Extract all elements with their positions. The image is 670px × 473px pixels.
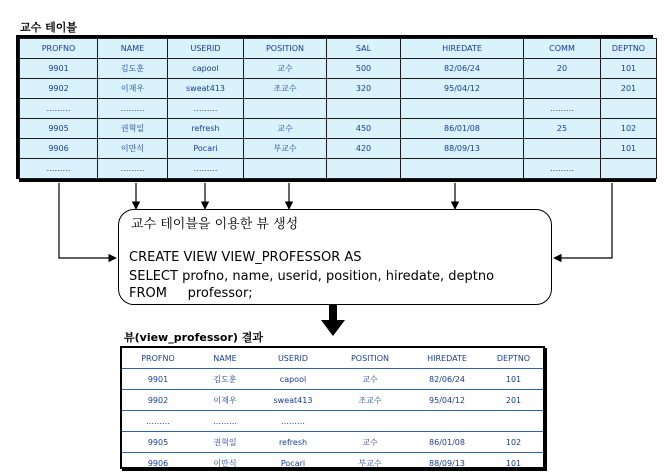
top-table-cell: 88/09/13: [401, 139, 524, 159]
arrow-left-elbow: [59, 183, 116, 258]
bottom-table-cell: sweat413: [256, 390, 330, 411]
top-table-cell: 이재우: [98, 79, 168, 99]
top-header-cell: PROFNO: [20, 39, 98, 59]
bottom-table-cell: 9902: [122, 390, 194, 411]
sql-create-line: CREATE VIEW VIEW_PROFESSOR AS: [129, 250, 362, 266]
callout-title: 교수 테이블을 이용한 뷰 생성: [131, 213, 298, 232]
top-table-cell: 9905: [20, 119, 98, 139]
top-table-cell: 9906: [20, 139, 98, 159]
top-table-cell: 이만식: [98, 139, 168, 159]
top-table-cell: ………: [20, 99, 98, 119]
bottom-header-cell: NAME: [194, 348, 256, 369]
top-table-cell: refresh: [168, 119, 244, 139]
bottom-table-cell: Pocari: [256, 453, 330, 473]
professor-table-title: 교수 테이블: [20, 19, 77, 35]
result-arrow-shaft: [329, 305, 337, 322]
top-table-cell: 500: [327, 59, 401, 79]
bottom-table-cell: ………: [194, 411, 256, 432]
top-table-cell: 320: [327, 79, 401, 99]
top-table-cell: ………: [524, 159, 601, 179]
top-table-cell: 82/06/24: [401, 59, 524, 79]
top-table-cell: 교수: [244, 119, 327, 139]
top-table-cell: ………: [524, 99, 601, 119]
top-table-cell: 86/01/08: [401, 119, 524, 139]
top-table-cell: 102: [601, 119, 657, 139]
top-table-cell: 교수: [244, 59, 327, 79]
bottom-table-cell: 82/06/24: [410, 369, 484, 390]
bottom-header-cell: PROFNO: [122, 348, 194, 369]
bottom-header-cell: POSITION: [330, 348, 410, 369]
bottom-header-cell: DEPTNO: [484, 348, 543, 369]
bottom-header-cell: HIREDATE: [410, 348, 484, 369]
top-table-cell: 김도훈: [98, 59, 168, 79]
arrow-right-elbow: [554, 183, 612, 258]
bottom-table-cell: 교수: [330, 432, 410, 453]
bottom-table-cell: 86/01/08: [410, 432, 484, 453]
bottom-table-cell: 이재우: [194, 390, 256, 411]
top-header-cell: SAL: [327, 39, 401, 59]
bottom-table-cell: 102: [484, 432, 543, 453]
top-table-cell: ………: [168, 159, 244, 179]
bottom-table-cell: 조교수: [330, 390, 410, 411]
bottom-table-cell: 교수: [330, 369, 410, 390]
result-arrow-head: [321, 320, 345, 336]
bottom-table-cell: 김도훈: [194, 369, 256, 390]
bottom-header-cell: USERID: [256, 348, 330, 369]
bottom-table-cell: capool: [256, 369, 330, 390]
bottom-table-cell: 95/04/12: [410, 390, 484, 411]
bottom-table-cell: 101: [484, 453, 543, 473]
top-table-cell: ………: [20, 159, 98, 179]
bottom-table-cell: refresh: [256, 432, 330, 453]
top-header-cell: DEPTNO: [601, 39, 657, 59]
top-table-cell: ………: [98, 159, 168, 179]
bottom-table-cell: 부교수: [330, 453, 410, 473]
bottom-table-cell: 9901: [122, 369, 194, 390]
bottom-table-cell: 이만식: [194, 453, 256, 473]
top-table-cell: 95/04/12: [401, 79, 524, 99]
bottom-table-cell: 88/09/13: [410, 453, 484, 473]
bottom-table-cell: 권혁일: [194, 432, 256, 453]
top-table-cell: 201: [601, 79, 657, 99]
bottom-table-cell: ………: [256, 411, 330, 432]
top-table-cell: Pocari: [168, 139, 244, 159]
bottom-table-cell: 101: [484, 369, 543, 390]
top-table-cell: 9901: [20, 59, 98, 79]
top-table-cell: sweat413: [168, 79, 244, 99]
top-header-cell: POSITION: [244, 39, 327, 59]
view-result-title: 뷰(view_professor) 결과: [124, 329, 263, 345]
top-table-cell: 101: [601, 139, 657, 159]
top-table-cell: 권혁일: [98, 119, 168, 139]
top-table-cell: 101: [601, 59, 657, 79]
top-table-cell: capool: [168, 59, 244, 79]
top-table-cell: 20: [524, 59, 601, 79]
top-table-cell: 조교수: [244, 79, 327, 99]
bottom-table-cell: ………: [122, 411, 194, 432]
top-table-cell: 420: [327, 139, 401, 159]
sql-from-line: FROM professor;: [129, 286, 253, 302]
top-table-cell: 25: [524, 119, 601, 139]
top-table-cell: ………: [168, 99, 244, 119]
top-table-cell: 450: [327, 119, 401, 139]
top-header-cell: COMM: [524, 39, 601, 59]
bottom-table-cell: 9905: [122, 432, 194, 453]
top-header-cell: HIREDATE: [401, 39, 524, 59]
top-table-cell: 9902: [20, 79, 98, 99]
top-table-cell: ………: [98, 99, 168, 119]
bottom-table-cell: 9906: [122, 453, 194, 473]
top-header-cell: USERID: [168, 39, 244, 59]
sql-select-line: SELECT profno, name, userid, position, hiredate, deptno: [129, 269, 494, 285]
bottom-table-cell: 201: [484, 390, 543, 411]
top-header-cell: NAME: [98, 39, 168, 59]
top-table-cell: 부교수: [244, 139, 327, 159]
